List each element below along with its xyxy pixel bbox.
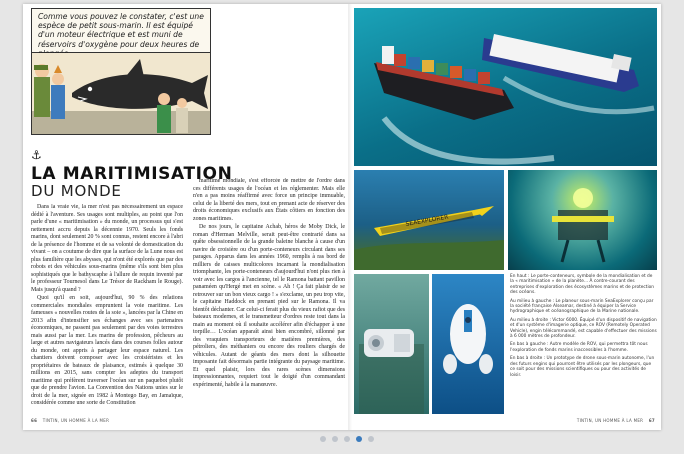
photo-captions bbox=[510, 274, 657, 414]
right-page bbox=[350, 4, 661, 430]
paragraph: De nos jours, le capitaine Achab, héros de Moby Dick, le roman d'Herman Melville, serait peut-être contrarié dans sa quête obsessionnelle de la grande baleine blanche à cause d'un navire de croisière ou d'un porte-conteneurs circulant dans ses parages. Apparus dans les années 1960, remplis à ras bord de milliers de caisses multicolores incarnant la mondialisation triomphante, les porte-conteneurs d'aujourd'hui n'ont plus rien à voir avec les cargos à l'ancienne, tel le Ramona battant pavillon panaméen qu'Hergé met en scène. « Ah ! Ça fait plaisir de se retrouver sur un bon vieux cargo ! » s'exclame, un peu trop vite, le capitaine Haddock en prenant pied sur le Ramona. Il va bientôt déchanter. Car celui-ci ferait plus du vieux rafiot que des bateaux modernes, et le transmetteur d'ordres reste tout dans la main au moment où il souhaite accélérer afin d'échapper à une torpille… L'océan apparaît ainsi bien encombré, sillonné par des vraquiers transporteurs de matières premières, des pétroliers, des méthaniers ou encore des rouliers chargés de véhicules. Autant de géants des mers dont la silhouette imposante fait désormais partie intégrante du paysage maritime. Et quel plaisir, lors des rares scènes dimensions impressionnantes, requiert tout le doigté d'un commandant expérimenté, habile à la manœuvre. bbox=[193, 224, 345, 388]
article-title: LA MARITIMISATION bbox=[31, 164, 233, 184]
article-subtitle: DU MONDE bbox=[31, 182, 122, 200]
caption: En bas à droite : Un prototype de drone sous-marin autonome, l'un des futurs engins qui pourront être utilisés par les plongeurs, que ce soit pour des missions scientifiques ou pour des activités de loisir. bbox=[510, 356, 655, 378]
photo-seaexplorer bbox=[354, 170, 504, 270]
paragraph: Quoi qu'il en soit, aujourd'hui, 90 % des relations commerciales mondiales empruntent la voie maritime. Les fameuses « nouvelles routes de la soie », lancées par la Chine en 2013 afin d'intensifier ses échanges avec ses partenaires économiques, ne passent pas seulement par des voies terrestres mais aussi par la mer. Les marins de profession, pêcheurs au large et autres navigateurs lancés dans des courses folles autour du monde, ont appris à partager leur espace naturel. Les chantiers doivent composer avec les croisiéristes et les propriétaires de bateaux de plaisance, estimés à quelque 30 millions en 2015, sans compter les adeptes du transport maritime qui préfèrent traverser l'océan sur un paquebot plutôt que de prendre l'avion. La Convention des Nations unies sur le droit de la mer, signée en 1982 à Montego Bay, en Jamaïque, considérée comme une sorte de Constitution bbox=[31, 295, 183, 404]
page-pager bbox=[320, 436, 374, 442]
photo-container-ships bbox=[354, 8, 657, 166]
magazine-spread bbox=[23, 4, 661, 430]
caption: Au milieu à droite : Victor 6000. Équipé d'un dispositif de navigation et d'un système d'imagerie optique, ce ROV (Remotely Operated Vehicle), engin télécommandé, est capable d'effectuer des missions à 6 000 mètres de profondeur. bbox=[510, 317, 657, 340]
comic-illustration bbox=[32, 53, 211, 135]
pager-dot[interactable] bbox=[344, 436, 350, 442]
pager-dot[interactable] bbox=[368, 436, 374, 442]
photo-victor-6000 bbox=[508, 170, 657, 270]
text-column-2 bbox=[193, 178, 345, 404]
caption: En haut : Le porte-conteneurs, symbole de la mondialisation et de la « maritimisation » de la planète… À contre-courant des entreprises d'exploration des écosystèmes marins et de protection des océans. bbox=[510, 274, 654, 296]
paragraph: Dans la vraie vie, la mer n'est pas nécessairement un espace dédié à l'aventure. Ses usages sont multiples, au point que l'on parle d'une « maritimisation » du monde, un processus qui s'est nettement accru depuis la décennie 1970. Seuls les fonds marins, dont seulement 20 % sont connus, restent encore à l'abri de la présence de l'homme et de sa volonté de domestication du vivant – on a coutume de dire que la surface de la Lune nous est plus familière que les abysses, qui n'ont été explorés que par des robots et des véhicules sous-marins (même s'ils sont bien plus sophistiqués que le bathyscaphe à l'allure de requin inventé par le professeur Tournesol dans Le Trésor de Rackham le Rouge). Mais jusqu'à quand ? bbox=[31, 204, 183, 293]
caption: Au milieu à gauche : Le planeur sous-marin SeaExplorer conçu par la société française Alseamar, destiné à équiper la Service hydrographique et océanographique de la Marine nationale. bbox=[510, 298, 654, 315]
paragraph: maritime mondiale, s'est efforcée de mettre de l'ordre dans ces différents usages de l'océan et les réglementer. Mais elle n'en a pas moins réaffirmé avec force un principe immuable, celui de la liberté des mers, tout en prenant acte de réserver des droits économiques exclusifs aux États côtiers en fonction des zones maritimes. bbox=[193, 178, 345, 222]
page-number: 67 bbox=[648, 418, 655, 423]
page-number: 66 bbox=[31, 418, 38, 423]
comic-caption: Comme vous pouvez le constater, c'est une espèce de petit sous-marin. Il est équipé d'un moteur électrique et est muni de réservoirs d'oxygène pour deux heures de bbox=[32, 9, 211, 53]
photo-rov-model bbox=[354, 274, 429, 414]
running-title: TINTIN, UN HOMME À LA MER bbox=[42, 418, 110, 423]
pager-dot[interactable] bbox=[320, 436, 326, 442]
footer-left bbox=[31, 418, 109, 423]
footer-right bbox=[577, 418, 655, 423]
drone-label: SEAEXPLORER bbox=[405, 213, 449, 228]
comic-panel bbox=[31, 8, 211, 135]
caption: En bas à gauche : Autre modèle de ROV, qui permettra tôt nous l'exploration de fonds marins inaccessibles à l'homme. bbox=[510, 342, 648, 353]
running-title: TINTIN, UN HOMME À LA MER bbox=[576, 418, 644, 423]
text-column-1 bbox=[31, 204, 183, 404]
pager-dot[interactable] bbox=[332, 436, 338, 442]
pager-dot-active[interactable] bbox=[356, 436, 362, 442]
anchor-icon: ⚓ bbox=[31, 148, 42, 162]
photo-drone-prototype bbox=[432, 274, 504, 414]
left-page bbox=[23, 4, 350, 430]
